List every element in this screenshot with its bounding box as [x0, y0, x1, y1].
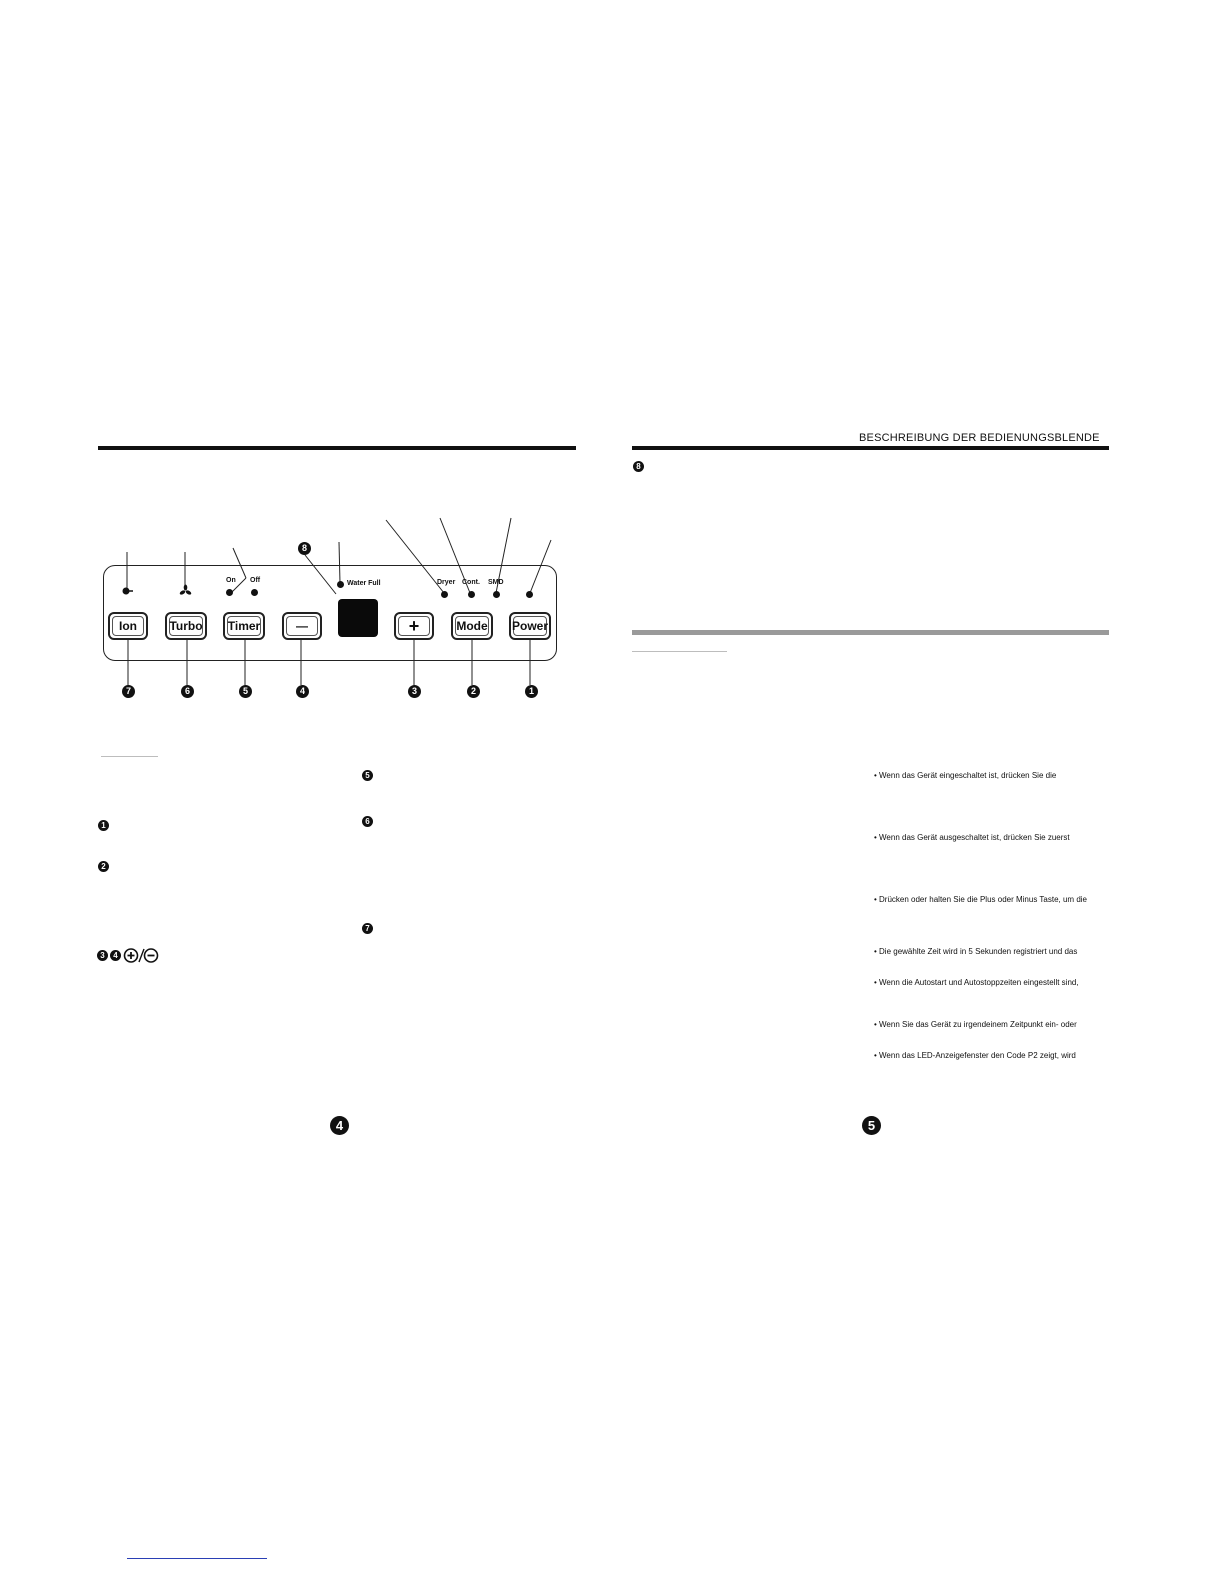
callout-4: 4 [296, 685, 309, 698]
bullet-6: • Wenn Sie das Gerät zu irgendeinem Zeitpunkt ein- oder [874, 1020, 1077, 1029]
dryer-label: Dryer [437, 579, 456, 586]
power-button-label: Power [511, 619, 548, 633]
list-marker-8: 8 [633, 461, 644, 472]
turbo-button[interactable] [165, 612, 207, 640]
list-marker-4: 4 [110, 950, 121, 961]
left-section-underline [101, 756, 158, 757]
minus-button-label: — [296, 619, 308, 633]
timer-off-led [251, 589, 258, 596]
led-display-window [338, 599, 378, 637]
ion-button-label: Ion [119, 619, 137, 633]
timer-button-label: Timer [227, 619, 261, 633]
page-number-left: 4 [330, 1116, 349, 1135]
callout-8: 8 [298, 542, 311, 555]
smd-label: SMD [488, 579, 504, 586]
bullet-1: • Wenn das Gerät eingeschaltet ist, drücken Sie die [874, 771, 1057, 780]
list-marker-2: 2 [98, 861, 109, 872]
cont-led [468, 591, 475, 598]
right-section-underline [632, 651, 727, 652]
water-full-led [337, 581, 344, 588]
turbo-button-label: Turbo [169, 619, 203, 633]
right-page-header: BESCHREIBUNG DER BEDIENUNGSBLENDE [859, 432, 1100, 444]
mode-button-label: Mode [456, 619, 488, 633]
minus-button[interactable] [282, 612, 322, 640]
dryer-led [441, 591, 448, 598]
smd-led [493, 591, 500, 598]
right-section-rule [632, 630, 1109, 635]
bullet-5: • Wenn die Autostart und Autostoppzeiten eingestellt sind, [874, 978, 1079, 987]
bullet-2: • Wenn das Gerät ausgeschaltet ist, drücken Sie zuerst [874, 833, 1070, 842]
page-number-right: 5 [862, 1116, 881, 1135]
list-marker-7: 7 [362, 923, 373, 934]
list-marker-1: 1 [98, 820, 109, 831]
timer-button[interactable] [223, 612, 265, 640]
list-marker-3: 3 [97, 950, 108, 961]
cont-label: Cont. [462, 579, 480, 586]
callout-6: 6 [181, 685, 194, 698]
ion-button[interactable] [108, 612, 148, 640]
mode-button[interactable] [451, 612, 493, 640]
fan-indicator-icon [179, 584, 192, 597]
bullet-3: • Drücken oder halten Sie die Plus oder Minus Taste, um die [874, 895, 1087, 904]
water-full-label: Water Full [347, 580, 381, 587]
list-marker-5: 5 [362, 770, 373, 781]
plus-minus-icon [123, 947, 159, 964]
timer-on-label: On [226, 577, 236, 584]
list-marker-6: 6 [362, 816, 373, 827]
callout-7: 7 [122, 685, 135, 698]
callout-5: 5 [239, 685, 252, 698]
timer-on-led [226, 589, 233, 596]
ion-indicator-icon [121, 586, 135, 596]
callout-1: 1 [525, 685, 538, 698]
bottom-link-underline [127, 1558, 267, 1559]
bullet-7: • Wenn das LED-Anzeigefenster den Code P2 zeigt, wird [874, 1051, 1076, 1060]
power-button[interactable] [509, 612, 551, 640]
callout-3: 3 [408, 685, 421, 698]
plus-button-label: + [408, 616, 420, 636]
callout-2: 2 [467, 685, 480, 698]
right-top-rule [632, 446, 1109, 450]
timer-off-label: Off [250, 577, 261, 584]
power-led [526, 591, 533, 598]
plus-button[interactable] [394, 612, 434, 640]
bullet-4: • Die gewählte Zeit wird in 5 Sekunden registriert und das [874, 947, 1078, 956]
